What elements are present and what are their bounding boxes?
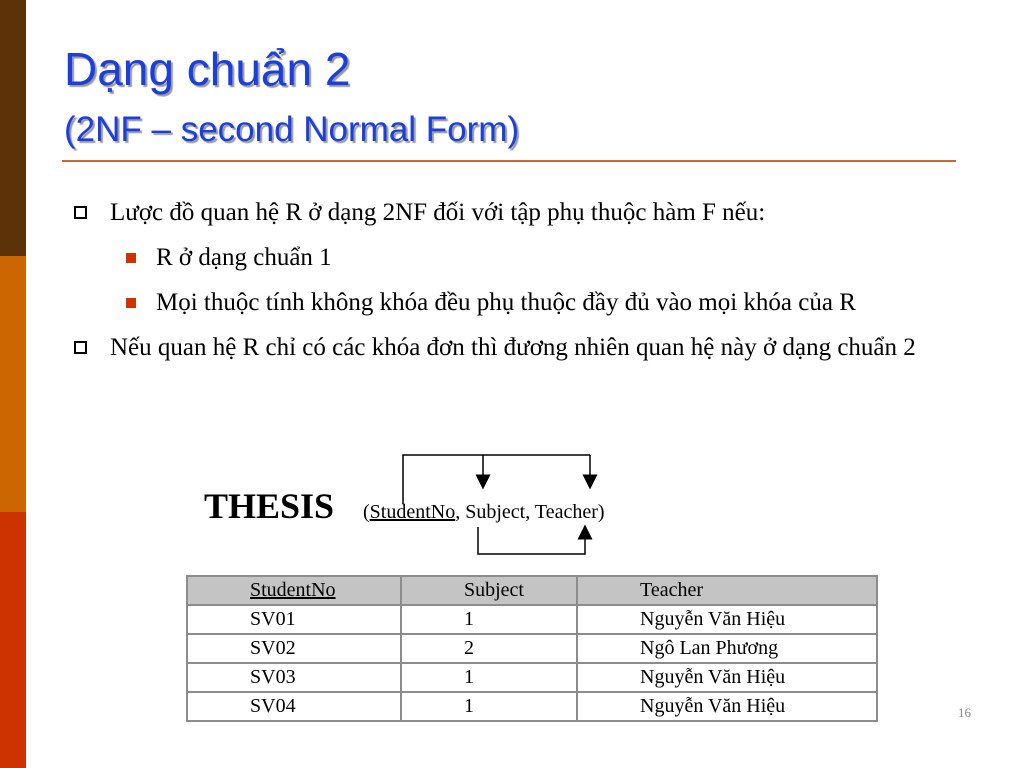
relation-name: THESIS [204, 486, 335, 526]
hollow-square-bullet-icon [74, 341, 87, 354]
sub-bullet-item [70, 285, 960, 320]
filled-square-bullet-icon [126, 253, 136, 263]
table-row [187, 663, 877, 692]
teacher-attribute: Teacher [534, 501, 598, 523]
sidebar-segment-middle [0, 256, 26, 512]
cell-studentno: SV04 [187, 692, 401, 721]
cell-subject: 1 [401, 692, 577, 721]
table-row [187, 634, 877, 663]
cell-teacher: Nguyễn Văn Hiệu [577, 605, 877, 634]
cell-studentno: SV02 [187, 634, 401, 663]
cell-teacher: Nguyễn Văn Hiệu [577, 692, 877, 721]
dependency-diagram [196, 448, 646, 558]
dependency-line-bottom [478, 527, 585, 554]
filled-square-bullet-icon [126, 298, 136, 308]
key-attribute: StudentNo [369, 501, 456, 523]
sub-bullet-text: Mọi thuộc tính không khóa đều phụ thuộc đầy đủ vào mọi khóa của R [156, 289, 856, 316]
table-row [187, 692, 877, 721]
cell-teacher: Ngô Lan Phương [577, 634, 877, 663]
thesis-table [186, 575, 878, 722]
slide-title: Dạng chuẩn 2 [64, 43, 351, 95]
sidebar-segment-bottom [0, 512, 26, 768]
cell-teacher: Nguyễn Văn Hiệu [577, 663, 877, 692]
page-number: 16 [958, 705, 971, 720]
sidebar-segment-top [0, 0, 26, 256]
column-header-teacher: Teacher [577, 576, 877, 605]
bullet-text: Lược đồ quan hệ R ở dạng 2NF đối với tập phụ thuộc hàm F nếu: [110, 199, 766, 226]
cell-studentno: SV03 [187, 663, 401, 692]
cell-studentno: SV01 [187, 605, 401, 634]
slide-subtitle: (2NF – second Normal Form) [64, 110, 520, 149]
cell-subject: 2 [401, 634, 577, 663]
bullet-item [70, 330, 960, 365]
table-header-row [187, 576, 877, 605]
table-row [187, 605, 877, 634]
bullet-list [70, 195, 960, 365]
cell-subject: 1 [401, 605, 577, 634]
bullet-text: Nếu quan hệ R chỉ có các khóa đơn thì đương nhiên quan hệ này ở dạng chuẩn 2 [110, 334, 916, 361]
sub-bullet-item [70, 240, 960, 275]
relation-attributes: (StudentNo, Subject, Teacher) [363, 501, 605, 523]
subject-attribute: Subject [465, 501, 526, 523]
bullet-item [70, 195, 960, 230]
column-header-studentno: StudentNo [187, 576, 401, 605]
title-divider [62, 160, 956, 162]
cell-subject: 1 [401, 663, 577, 692]
dependency-line-top [403, 455, 590, 504]
column-header-subject: Subject [401, 576, 577, 605]
hollow-square-bullet-icon [74, 206, 87, 219]
sub-bullet-text: R ở dạng chuẩn 1 [156, 244, 332, 271]
